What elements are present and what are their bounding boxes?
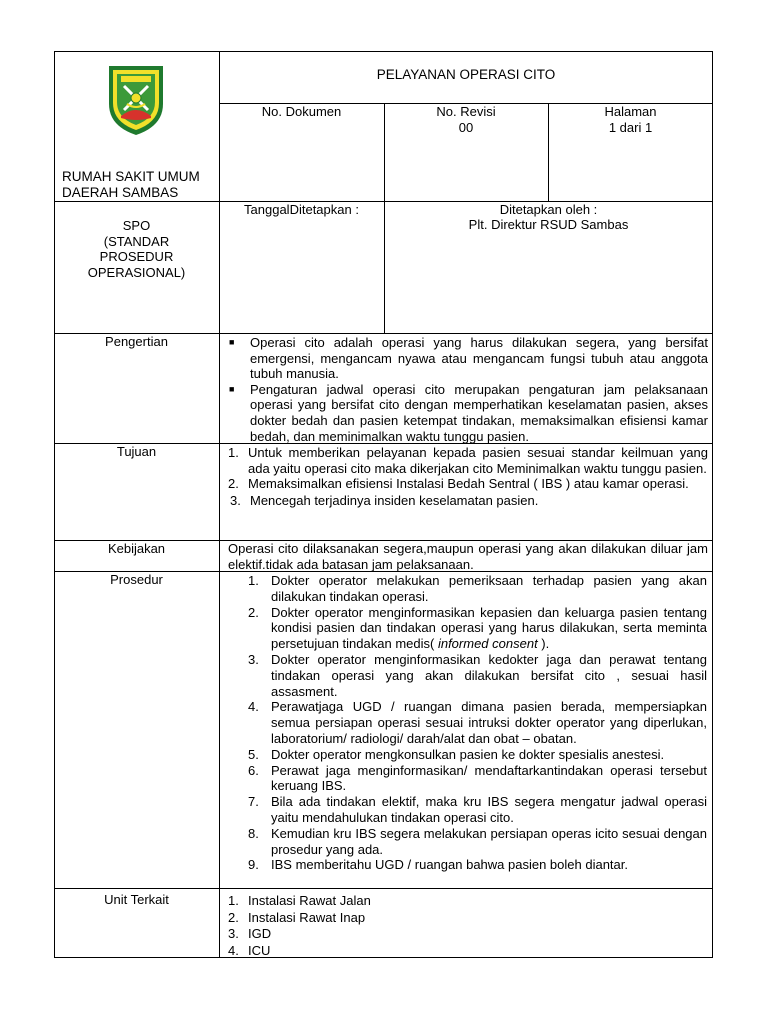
list-item: 4. Perawatjaga UGD / ruangan dimana pasien berada, mempersiapkan semua persiapan operasi sesuai intruksi dokter operator yang diperlukan, laboratorium/ radiologi/ darah/alat dan obat – obatan. — [248, 699, 707, 746]
spo-line-1: SPO — [122, 218, 151, 233]
section-label-prosedur: Prosedur — [110, 572, 163, 587]
informed-consent-text: informed consent — [437, 636, 538, 652]
list-item: 2. Dokter operator menginformasikan kepasien dan keluarga pasien tentang kondisi pasien dan tindakan operasi yang harus dilakukan, serta meminta persetujuan tindakan medis( informed consent ). — [248, 604, 707, 652]
regency-crest-icon — [105, 60, 167, 138]
list-item: 1. Instalasi Rawat Jalan — [228, 893, 371, 908]
list-item: 1. Dokter operator melakukan pemeriksaan terhadap pasien yang akan dilakukan tindakan operasi. — [248, 573, 707, 604]
date-label: TanggalDitetapkan : — [244, 202, 359, 217]
list-item: 3. IGD — [228, 926, 272, 941]
prosedur-list — [248, 573, 707, 873]
list-item: 6. Perawat jaga menginformasikan/ mendaftarkantindakan operasi tersebut keruang IBS. — [248, 762, 707, 794]
list-item: 9. IBS memberitahu UGD / ruangan bahwa pasien boleh diantar. — [248, 857, 628, 873]
hospital-name-line-1: RUMAH SAKIT UMUM — [62, 169, 200, 184]
section-label-tujuan: Tujuan — [116, 444, 157, 459]
section-label-kebijakan: Kebijakan — [107, 541, 166, 556]
section-label-unit-terkait: Unit Terkait — [104, 892, 169, 907]
revision-label: No. Revisi — [436, 104, 496, 119]
list-item: 7. Bila ada tindakan elektif, maka kru IBS segera mengatur jadwal operasi yaitu mendahulukan tindakan operasi cito. — [248, 794, 707, 825]
list-item: 3. Mencegah terjadinya insiden keselamatan pasien. — [230, 492, 539, 508]
document-title: PELAYANAN OPERASI CITO — [376, 67, 556, 82]
pengertian-list — [228, 335, 708, 444]
list-item: 5. Dokter operator mengkonsulkan pasien ke dokter spesialis anestesi. — [248, 746, 665, 762]
tujuan-list — [228, 445, 708, 508]
kebijakan-text: Operasi cito dilaksanakan segera,maupun operasi yang akan dilakukan diluar jam elektif.tidak ada batasan jam pelaksanaan. — [228, 541, 708, 572]
row-divider — [54, 888, 713, 889]
list-item: 4. ICU — [228, 942, 271, 958]
section-label-pengertian: Pengertian — [105, 334, 168, 349]
spo-line-4: OPERASIONAL) — [87, 264, 186, 280]
bullet-icon: ■ — [229, 383, 235, 394]
approved-by: Plt. Direktur RSUD Sambas — [468, 217, 629, 232]
revision-value: 00 — [458, 120, 474, 135]
doc-no-label: No. Dokumen — [261, 104, 342, 119]
hospital-name — [62, 169, 222, 200]
list-item: ■ Pengaturan jadwal operasi cito merupakan pengaturan jam pelaksanaan operasi yang bersifat cito dengan memperhatikan keselamatan pasien, akses dokter bedah dan pasien ketempat tindakan, memaksimalkan efisiensi kamar bedah, dan meminimalkan waktu tunggu pasien. — [229, 381, 708, 444]
list-item: ■ Operasi cito adalah operasi yang harus dilakukan segera, yang bersifat emergensi, mengancam nyawa atau mengancam fungsi tubuh atau anggota tubuh manusia. — [229, 335, 708, 382]
page-value: 1 dari 1 — [608, 120, 653, 135]
list-item: 2. Memaksimalkan efisiensi Instalasi Bedah Sentral ( IBS ) atau kamar operasi. — [228, 476, 689, 492]
list-item: 3. Dokter operator menginformasikan kedokter jaga dan perawat tentang tindakan operasi yang akan dilakukan bersifat cito , sesuai hasil assasment. — [248, 651, 707, 699]
hospital-name-line-2: DAERAH SAMBAS — [62, 184, 179, 200]
spo-label — [54, 218, 219, 280]
page-label: Halaman — [604, 104, 657, 119]
spo-line-3: PROSEDUR — [99, 249, 174, 265]
list-item: 2. Instalasi Rawat Inap — [228, 909, 366, 925]
list-item: 1. Untuk memberikan pelayanan kepada pasien sesuai standar keilmuan yang ada yaitu operasi cito maka dikerjakan cito Meminimalkan waktu tunggu pasien. — [228, 445, 708, 476]
list-item: 8. Kemudian kru IBS segera melakukan persiapan operas icito sesuai dengan prosedur yang ada. — [248, 825, 707, 857]
bullet-icon: ■ — [229, 337, 235, 347]
spo-line-2: (STANDAR — [103, 233, 170, 249]
unit-terkait-list — [228, 893, 708, 959]
approved-label: Ditetapkan oleh : — [499, 202, 598, 217]
